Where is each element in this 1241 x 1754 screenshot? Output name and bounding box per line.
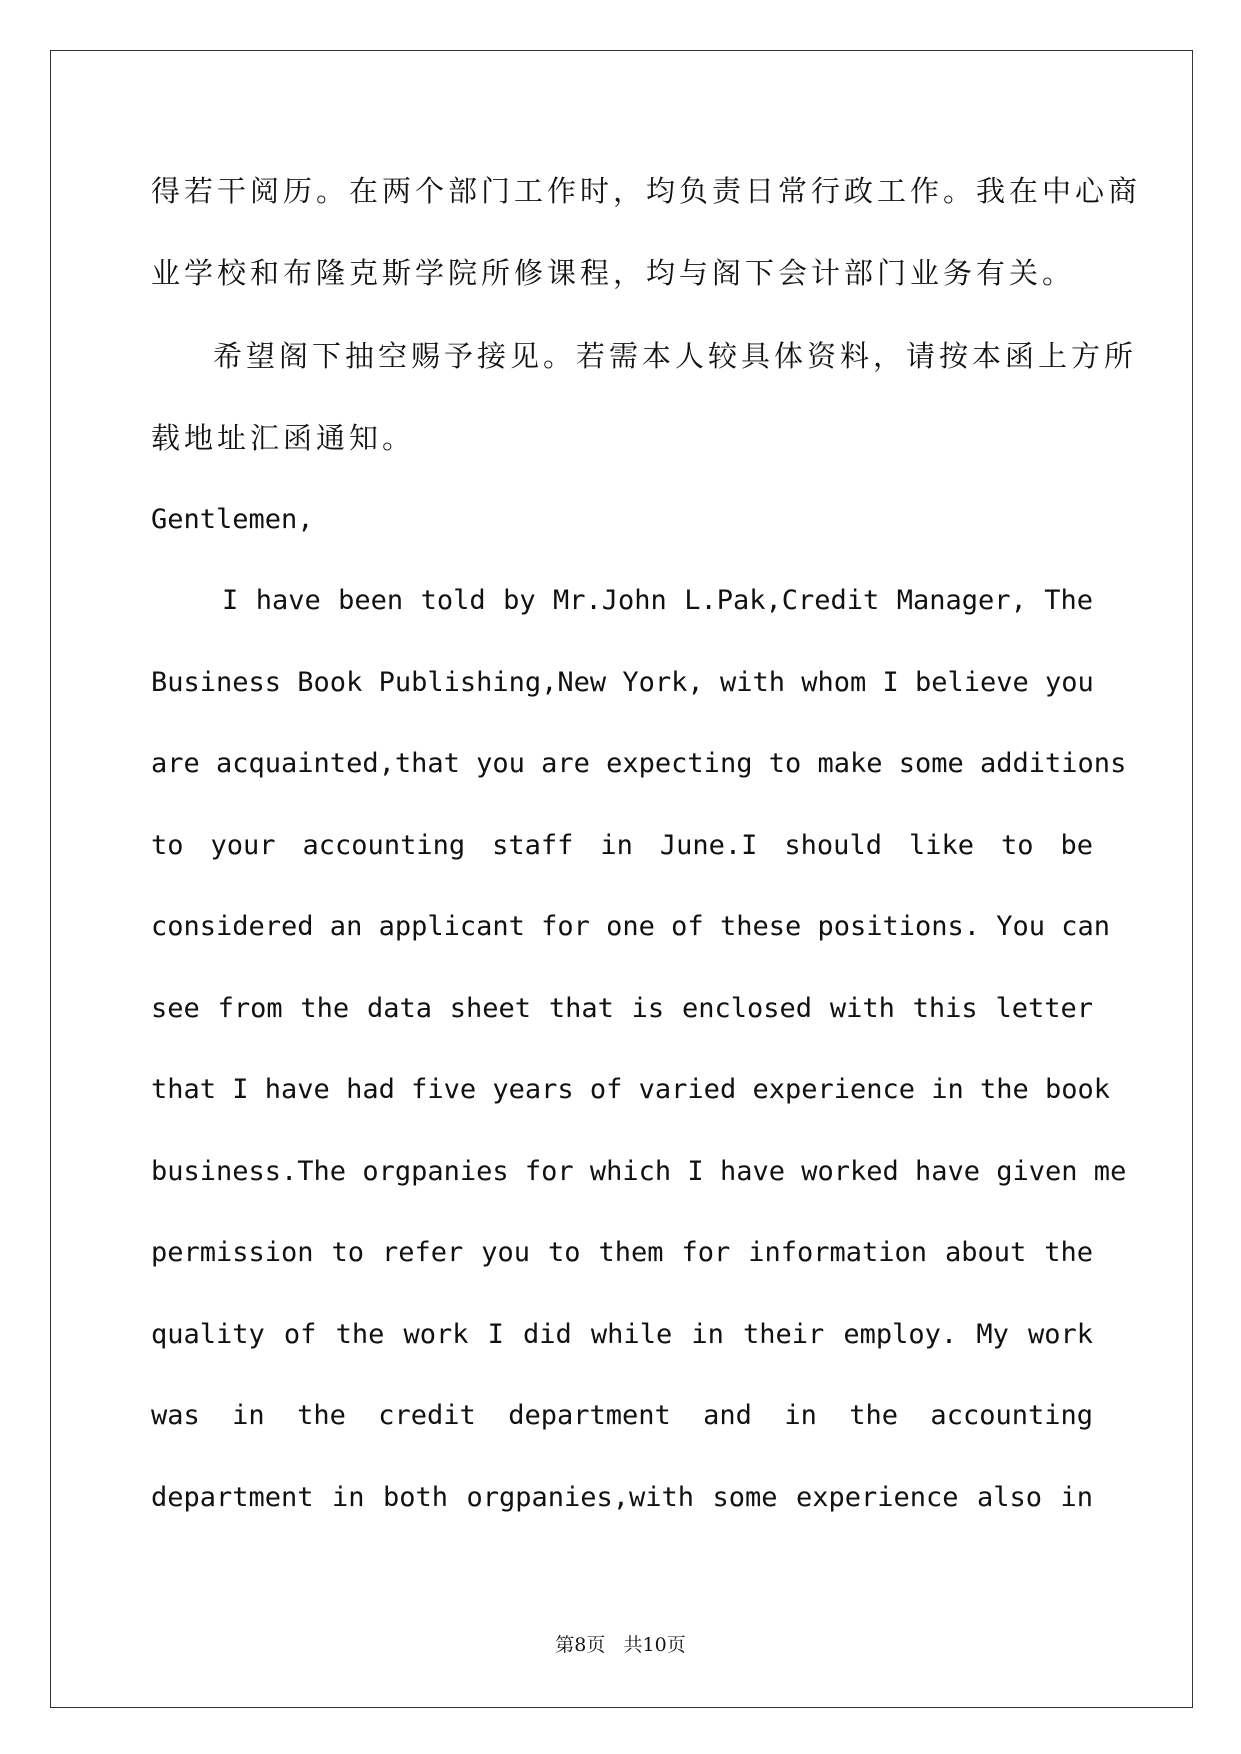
page-footer [0, 1630, 1241, 1657]
paragraph-line: business.The orgpanies for which I have worked have given me [151, 1156, 1127, 1187]
paragraph-line: 业学校和布隆克斯学院所修课程，均与阁下会计部门业务有关。 [151, 256, 1076, 290]
paragraph-line: 希望阁下抽空赐予接见。若需本人较具体资料，请按本函上方所 [213, 339, 1138, 373]
page-number: 第8页 [555, 1634, 606, 1656]
paragraph-line: quality of the work I did while in their employ. My work [151, 1319, 1093, 1350]
paragraph-line: that I have had five years of varied experience in the book [151, 1074, 1111, 1105]
paragraph-line: I have been told by Mr.John L.Pak,Credit Manager, The [222, 585, 1093, 616]
page-border [50, 50, 1193, 1708]
paragraph-line: department in both orgpanies,with some experience also in [151, 1482, 1093, 1513]
paragraph-line: 得若干阅历。在两个部门工作时，均负责日常行政工作。我在中心商 [151, 174, 1142, 208]
salutation: Gentlemen, [151, 504, 314, 535]
paragraph-line: permission to refer you to them for information about the [151, 1237, 1093, 1268]
paragraph-line: considered an applicant for one of these positions. You can [151, 911, 1111, 942]
paragraph-line: Business Book Publishing,New York, with whom I believe you [151, 667, 1094, 698]
paragraph-line: are acquainted,that you are expecting to make some additions [151, 748, 1127, 779]
paragraph-line: see from the data sheet that is enclosed with this letter [151, 993, 1093, 1024]
paragraph-line: was in the credit department and in the accounting [151, 1400, 1093, 1431]
paragraph-line: to your accounting staff in June.I should like to be [151, 830, 1093, 861]
paragraph-line: 载地址汇函通知。 [151, 421, 416, 455]
page-total: 共10页 [623, 1634, 686, 1656]
